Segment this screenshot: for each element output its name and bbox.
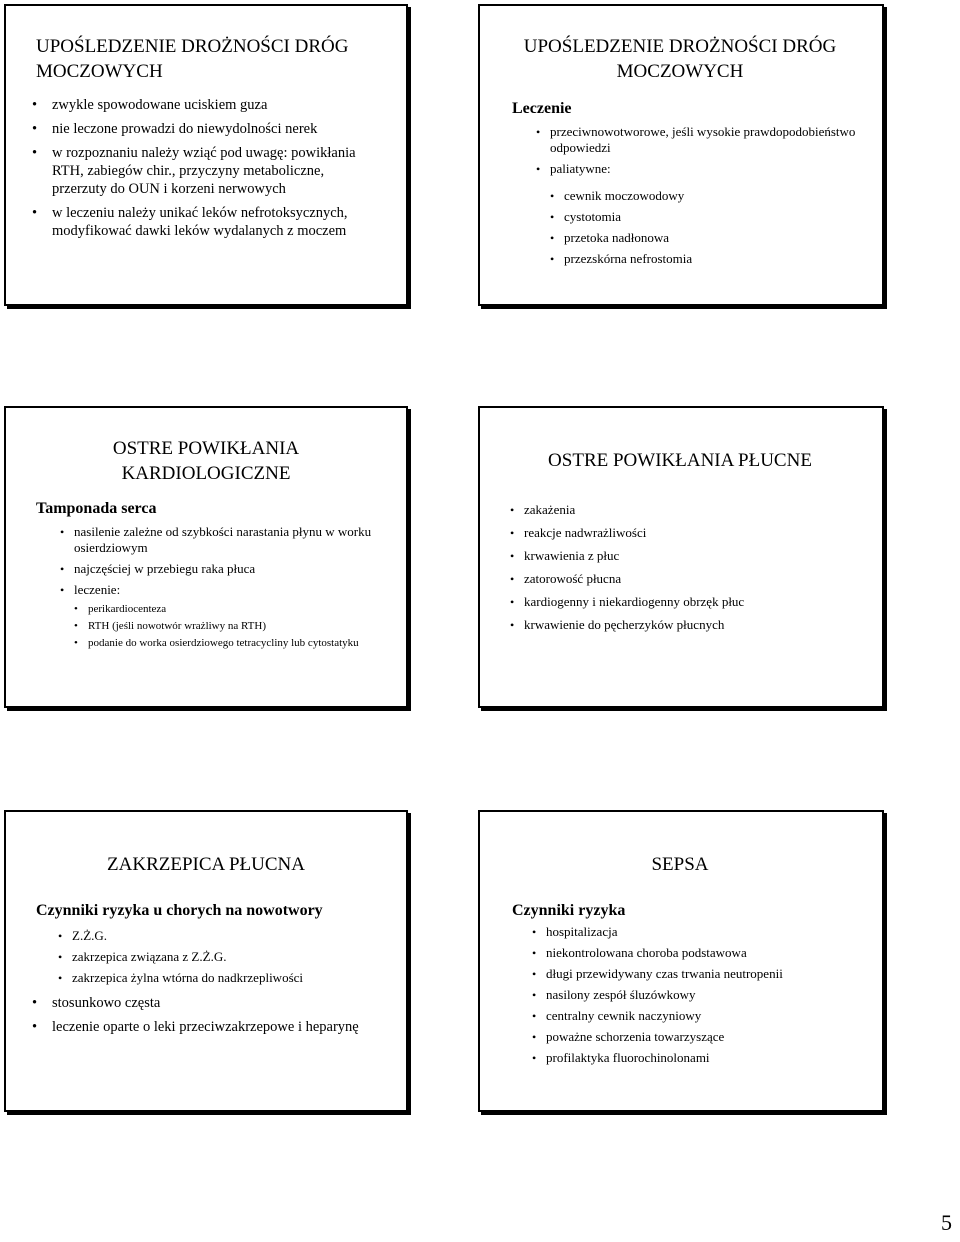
slide-2-sub-bullets <box>548 188 848 272</box>
slide-3-bullets <box>58 524 388 603</box>
list-item: • przezskórna nefrostomia <box>548 251 848 267</box>
list-item: • poważne schorzenia towarzyszące <box>530 1029 870 1045</box>
list-item: • podanie do worka osierdziowego tetracycliny lub cytostatyku <box>74 636 374 650</box>
list-item: • nasilenie zależne od szybkości narastania płynu w worku osierdziowym <box>58 524 388 556</box>
list-item: • leczenie oparte o leki przeciwzakrzepowe i heparynę <box>32 1018 362 1036</box>
list-item: • nasilony zespół śluzówkowy <box>530 987 870 1003</box>
slide-5 <box>4 810 408 1112</box>
slide-6-title: SEPSA <box>651 854 709 875</box>
list-item: • cewnik moczowodowy <box>548 188 848 204</box>
list-item: • cystotomia <box>548 209 848 225</box>
list-item: • RTH (jeśli nowotwór wrażliwy na RTH) <box>74 619 374 633</box>
slide-6 <box>478 810 884 1112</box>
slide-3-title: OSTRE POWIKŁANIA KARDIOLOGICZNE <box>112 438 300 484</box>
list-item: • zakrzepica związana z Z.Ż.G. <box>56 949 386 965</box>
list-item: • hospitalizacja <box>530 924 870 940</box>
list-item: • nie leczone prowadzi do niewydolności nerek <box>32 120 382 138</box>
list-item: • leczenie: <box>58 582 388 598</box>
slide-1-bullets <box>32 96 382 246</box>
slide-5-sub-bullets <box>56 928 386 991</box>
slide-2-title: UPOŚLEDZENIE DROŻNOŚCI DRÓG MOCZOWYCH <box>523 36 837 82</box>
list-item: • krwawienie do pęcherzyków płucnych <box>508 617 868 633</box>
list-item: • w rozpoznaniu należy wziąć pod uwagę: powikłania RTH, zabiegów chir., przyczyny metaboliczne, przerzuty do OUN i korzeni nerwowych <box>32 144 382 198</box>
slide-2-bullets <box>534 124 864 182</box>
slide-6-heading: Czynniki ryzyka <box>512 902 626 919</box>
list-item: • kardiogenny i niekardiogenny obrzęk płuc <box>508 594 868 610</box>
slide-3 <box>4 406 408 708</box>
list-item: • Z.Ż.G. <box>56 928 386 944</box>
slide-2 <box>478 4 884 306</box>
slide-2-heading: Leczenie <box>512 100 572 117</box>
list-item: • krwawienia z płuc <box>508 548 868 564</box>
list-item: • zakrzepica żylna wtórna do nadkrzepliwości <box>56 970 386 986</box>
list-item: • paliatywne: <box>534 161 864 177</box>
slide-4-bullets <box>508 502 868 640</box>
list-item: • perikardiocenteza <box>74 602 374 616</box>
list-item: • w leczeniu należy unikać leków nefrotoksycznych, modyfikować dawki leków wydalanych z moczem <box>32 204 382 240</box>
list-item: • zatorowość płucna <box>508 571 868 587</box>
slide-5-title: ZAKRZEPICA PŁUCNA <box>107 854 305 875</box>
slide-4 <box>478 406 884 708</box>
slide-5-bullets <box>32 994 362 1042</box>
slide-5-heading: Czynniki ryzyka u chorych na nowotwory <box>36 902 323 919</box>
page-number: 5 <box>941 1210 952 1235</box>
list-item: • zakażenia <box>508 502 868 518</box>
slide-1-title: UPOŚLEDZENIE DROŻNOŚCI DRÓG MOCZOWYCH <box>36 36 349 82</box>
slide-4-title: OSTRE POWIKŁANIA PŁUCNE <box>548 450 812 471</box>
list-item: • centralny cewnik naczyniowy <box>530 1008 870 1024</box>
list-item: • niekontrolowana choroba podstawowa <box>530 945 870 961</box>
slide-3-sub-bullets <box>74 602 374 653</box>
list-item: • przeciwnowotworowe, jeśli wysokie prawdopodobieństwo odpowiedzi <box>534 124 864 156</box>
list-item: • przetoka nadłonowa <box>548 230 848 246</box>
slide-6-sub-bullets <box>530 924 870 1071</box>
list-item: • najczęściej w przebiegu raka płuca <box>58 561 388 577</box>
slide-3-heading: Tamponada serca <box>36 500 157 517</box>
list-item: • zwykle spowodowane uciskiem guza <box>32 96 382 114</box>
list-item: • profilaktyka fluorochinolonami <box>530 1050 870 1066</box>
list-item: • reakcje nadwrażliwości <box>508 525 868 541</box>
list-item: • długi przewidywany czas trwania neutropenii <box>530 966 870 982</box>
list-item: • stosunkowo częsta <box>32 994 362 1012</box>
slide-1 <box>4 4 408 306</box>
